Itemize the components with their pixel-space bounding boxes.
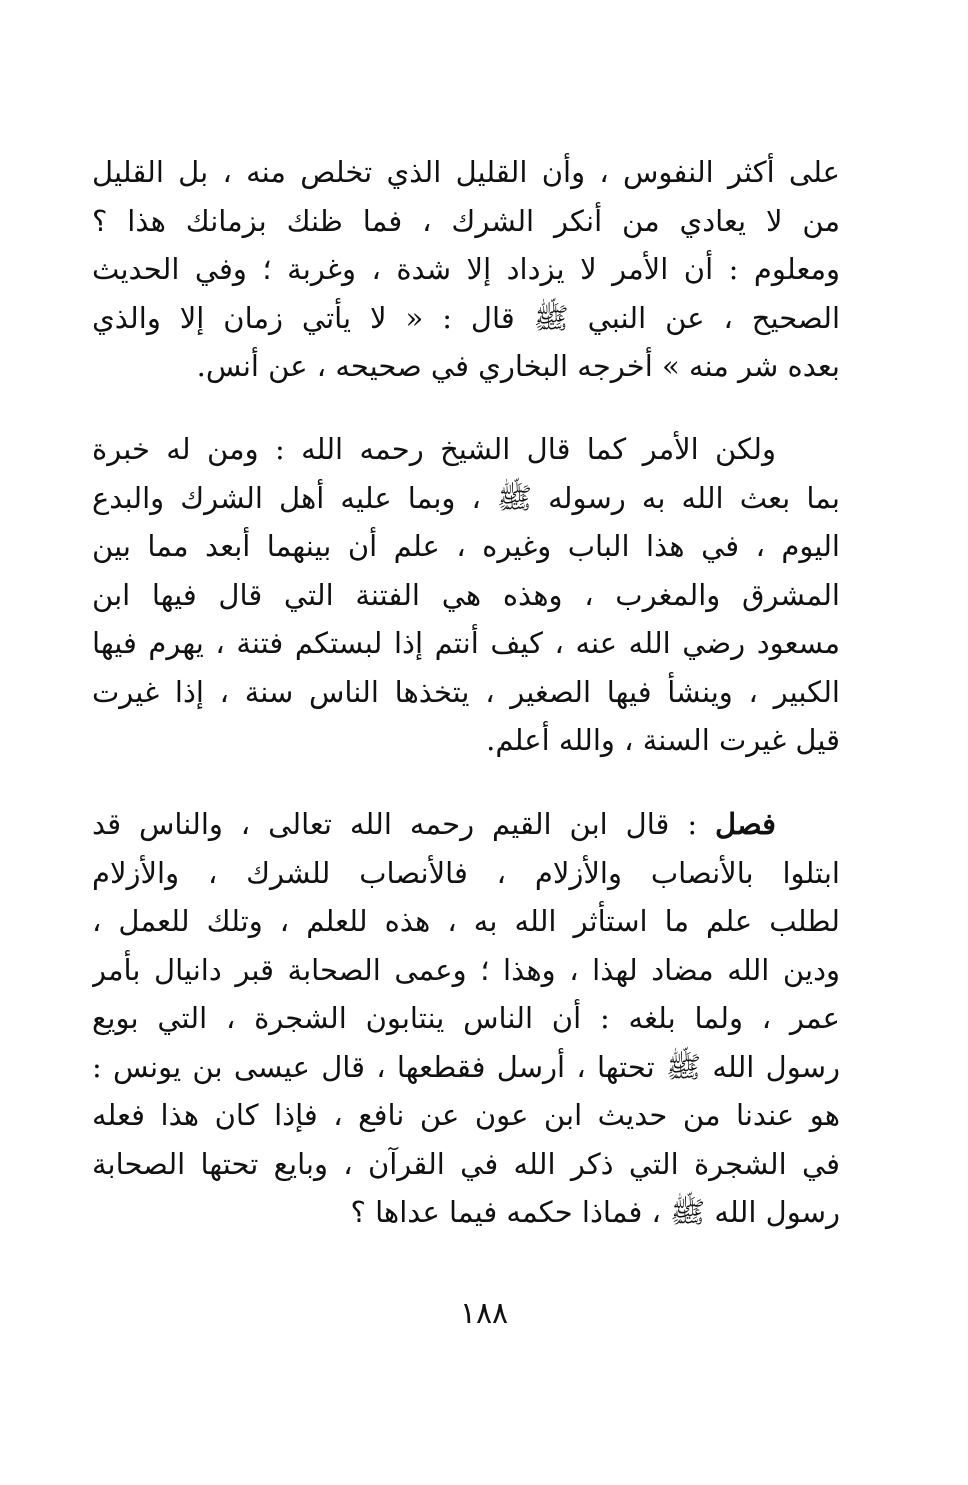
paragraph-1-line-5: بعده شر منه » أخرجه البخاري في صحيحه ، عن أنس. (196, 349, 840, 383)
paragraph-3-line-3: لطلب علم ما استأثر الله به ، هذه للعلم ، وتلك للعمل ، (92, 904, 840, 938)
paragraph-2-line-3: اليوم ، في هذا الباب وغيره ، علم أن بينهما أبعد مما بين (92, 529, 840, 563)
paragraph-3-line-1 (92, 800, 840, 849)
paragraph-2-line-7: قيل غيرت السنة ، والله أعلم. (486, 723, 840, 757)
paragraph-1-line-3: ومعلوم : أن الأمر لا يزداد إلا شدة ، وغربة ؛ وفي الحديث (92, 252, 840, 286)
paragraph-1-line-2: من لا يعادي من أنكر الشرك ، فما ظنك بزمانك هذا ؟ (92, 203, 840, 238)
paragraph-3-line-9: رسول الله ﷺ ، فماذا حكمه فيما عداها ؟ (350, 1195, 840, 1229)
paragraph-3-line-1-text: : قال ابن القيم رحمه الله تعالى ، والناس قد (92, 807, 716, 841)
paragraph-2-line-6: الكبير ، وينشأ فيها الصغير ، يتخذها الناس سنة ، إذا غيرت (92, 674, 840, 709)
paragraph-2-line-1: ولكن الأمر كما قال الشيخ رحمه الله : ومن له خبرة (92, 432, 776, 466)
paragraph-2-line-4: المشرق والمغرب ، وهذه هي الفتنة التي قال فيها ابن (92, 577, 840, 612)
paragraph-1-line-4: الصحيح ، عن النبي ﷺ قال : « لا يأتي زمان إلا والذي (92, 300, 840, 335)
paragraph-3-line-8: في الشجرة التي ذكر الله في القرآن ، وبايع تحتها الصحابة (92, 1146, 840, 1181)
paragraph-3-line-5: عمر ، ولما بلغه : أن الناس ينتابون الشجرة ، التي بويع (92, 1001, 840, 1035)
paragraph-2 (92, 425, 840, 765)
paragraph-3-line-6: رسول الله ﷺ تحتها ، أرسل فقطعها ، قال عيسى بن يونس : (92, 1049, 840, 1084)
paragraph-3 (92, 800, 840, 1237)
paragraph-2-line-2: بما بعث الله به رسوله ﷺ ، وبما عليه أهل الشرك والبدع (92, 480, 840, 515)
paragraph-2-line-5: مسعود رضي الله عنه ، كيف أنتم إذا لبستكم فتنة ، يهرم فيها (92, 626, 840, 660)
paragraph-3-line-4: ودين الله مضاد لهذا ، وهذا ؛ وعمى الصحابة قبر دانيال بأمر (92, 952, 840, 987)
page-number: ١٨٨ (459, 1296, 509, 1331)
paragraph-3-line-2: ابتلوا بالأنصاب والأزلام ، فالأنصاب للشرك ، والأزلام (92, 855, 840, 890)
section-heading: فصل (715, 807, 776, 841)
paragraph-1-line-1: على أكثر النفوس ، وأن القليل الذي تخلص منه ، بل القليل (92, 155, 840, 189)
paragraph-3-line-7: هو عندنا من حديث ابن عون عن نافع ، فإذا كان هذا فعله (92, 1098, 840, 1132)
paragraph-1 (92, 148, 840, 391)
